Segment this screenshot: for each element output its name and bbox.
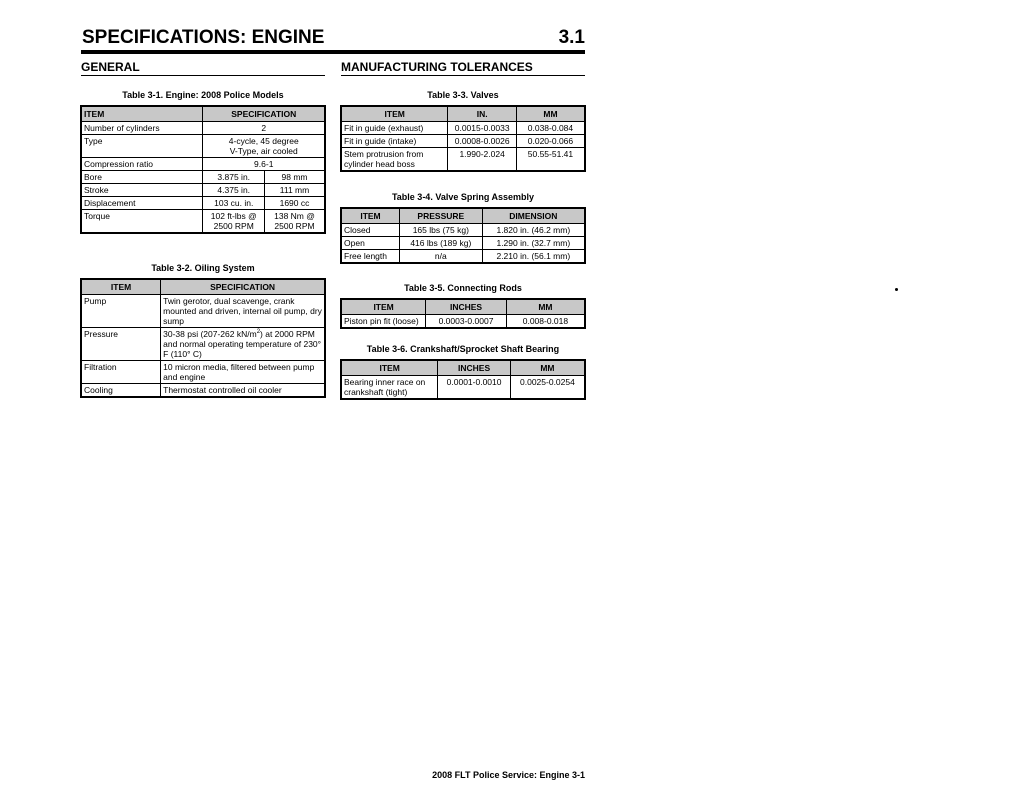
col-dimension: DIMENSION (482, 208, 585, 224)
cell-value: 0.0015-0.0033 (448, 122, 517, 135)
row-label: Filtration (81, 361, 161, 384)
cell-value: 0.008-0.018 (506, 315, 585, 329)
table-row (81, 184, 325, 197)
table-row (341, 315, 585, 329)
crankshaft-bearing-table (340, 359, 586, 400)
col-mm: MM (516, 106, 585, 122)
cell-value: 103 cu. in. (203, 197, 265, 210)
table-row (341, 237, 585, 250)
cell-value: 0.0001-0.0010 (438, 376, 511, 400)
cell-value: Thermostat controlled oil cooler (161, 384, 325, 398)
cell-value: n/a (399, 250, 482, 264)
table-3-6-caption: Table 3-6. Crankshaft/Sprocket Shaft Bearing (366, 344, 560, 354)
cell-value (203, 135, 325, 158)
cell-value: 1690 cc (264, 197, 325, 210)
col-item: ITEM (341, 299, 426, 315)
cell-value (203, 210, 265, 234)
title-rule (81, 50, 585, 54)
cell-value: 4.375 in. (203, 184, 265, 197)
row-label: Fit in guide (exhaust) (341, 122, 448, 135)
table-header-row (341, 299, 585, 315)
row-label: Free length (341, 250, 399, 264)
oiling-system-table (80, 278, 326, 398)
cell-value: 2.210 in. (56.1 mm) (482, 250, 585, 264)
table-row (81, 158, 325, 171)
table-header-row (81, 279, 325, 295)
col-specification: SPECIFICATION (203, 106, 325, 122)
col-specification: SPECIFICATION (161, 279, 325, 295)
cell-value: 111 mm (264, 184, 325, 197)
valve-spring-table (340, 207, 586, 264)
cell-value: 1.290 in. (32.7 mm) (482, 237, 585, 250)
row-label: Number of cylinders (81, 122, 203, 135)
row-label: Stem protrusion from cylinder head boss (341, 148, 448, 172)
table-row (341, 135, 585, 148)
table-3-2-caption: Table 3-2. Oiling System (151, 263, 255, 273)
row-label: Bearing inner race on crankshaft (tight) (341, 376, 438, 400)
type-line-2: V-Type, air cooled (229, 146, 298, 156)
row-label: Torque (81, 210, 203, 234)
table-row (81, 210, 325, 234)
table-row (341, 376, 585, 400)
col-item: ITEM (341, 360, 438, 376)
table-row (81, 328, 325, 361)
col-in: IN. (448, 106, 517, 122)
row-label: Open (341, 237, 399, 250)
row-label: Cooling (81, 384, 161, 398)
col-item: ITEM (81, 106, 203, 122)
cell-value: 416 lbs (189 kg) (399, 237, 482, 250)
cell-value: 0.0008-0.0026 (448, 135, 517, 148)
table-row (81, 384, 325, 398)
table-row (341, 122, 585, 135)
row-label: Closed (341, 224, 399, 237)
cell-value: 0.020-0.066 (516, 135, 585, 148)
col-inches: INCHES (438, 360, 511, 376)
table-3-5-caption: Table 3-5. Connecting Rods (404, 283, 522, 293)
table-row (81, 361, 325, 384)
cell-value (264, 210, 325, 234)
table-row (341, 250, 585, 264)
col-item: ITEM (341, 208, 399, 224)
col-pressure: PRESSURE (399, 208, 482, 224)
table-row (81, 171, 325, 184)
page-title: SPECIFICATIONS: ENGINE (82, 27, 325, 48)
table-header-row (341, 360, 585, 376)
cell-value: 165 lbs (75 kg) (399, 224, 482, 237)
row-label: Compression ratio (81, 158, 203, 171)
torque-imperial-2: 2500 RPM (213, 221, 254, 231)
row-label: Type (81, 135, 203, 158)
table-3-4-caption: Table 3-4. Valve Spring Assembly (391, 192, 535, 202)
row-label: Fit in guide (intake) (341, 135, 448, 148)
torque-metric-1: 138 Nm @ (274, 211, 315, 221)
col-inches: INCHES (426, 299, 507, 315)
cell-value: 1.990-2.024 (448, 148, 517, 172)
cell-value: 3.875 in. (203, 171, 265, 184)
cell-value (161, 328, 325, 361)
table-3-1-caption: Table 3-1. Engine: 2008 Police Models (122, 90, 284, 100)
row-label: Pump (81, 295, 161, 328)
row-label: Bore (81, 171, 203, 184)
engine-spec-table (80, 105, 326, 234)
type-line-1: 4-cycle, 45 degree (228, 136, 299, 146)
table-row (341, 148, 585, 172)
table-header-row (81, 106, 325, 122)
section-heading-tolerances: MANUFACTURING TOLERANCES (341, 60, 585, 76)
cell-value: 9.6-1 (203, 158, 325, 171)
stray-dot (895, 288, 898, 291)
cell-value: 0.0025-0.0254 (510, 376, 585, 400)
cell-value: 98 mm (264, 171, 325, 184)
pressure-text-a: 30-38 psi (207-262 kN/m (163, 329, 257, 339)
col-item: ITEM (81, 279, 161, 295)
table-row (81, 135, 325, 158)
row-label: Displacement (81, 197, 203, 210)
cell-value: 2 (203, 122, 325, 135)
section-heading-general: GENERAL (81, 60, 325, 76)
pressure-text-b: ) at 2000 RPM and normal operating temperature of 230° F (110° C) (163, 329, 322, 359)
table-row (81, 295, 325, 328)
col-mm: MM (510, 360, 585, 376)
table-header-row (341, 208, 585, 224)
col-mm: MM (506, 299, 585, 315)
superscript: 2 (256, 329, 261, 336)
cell-value: 0.0003-0.0007 (426, 315, 507, 329)
cell-value: 10 micron media, filtered between pump and engine (161, 361, 325, 384)
table-row (81, 197, 325, 210)
valves-table (340, 105, 586, 172)
cell-value: 1.820 in. (46.2 mm) (482, 224, 585, 237)
table-row (341, 224, 585, 237)
connecting-rods-table (340, 298, 586, 329)
torque-metric-2: 2500 RPM (274, 221, 315, 231)
page-footer: 2008 FLT Police Service: Engine 3-1 (432, 770, 585, 780)
row-label: Stroke (81, 184, 203, 197)
cell-value: 50.55-51.41 (516, 148, 585, 172)
cell-value: Twin gerotor, dual scavenge, crank mounted and driven, internal oil pump, dry sump (161, 295, 325, 328)
col-item: ITEM (341, 106, 448, 122)
table-header-row (341, 106, 585, 122)
section-number: 3.1 (558, 27, 585, 48)
row-label: Piston pin fit (loose) (341, 315, 426, 329)
cell-value: 0.038-0.084 (516, 122, 585, 135)
table-3-3-caption: Table 3-3. Valves (427, 90, 499, 100)
row-label: Pressure (81, 328, 161, 361)
torque-imperial-1: 102 ft-lbs @ (210, 211, 257, 221)
table-row (81, 122, 325, 135)
